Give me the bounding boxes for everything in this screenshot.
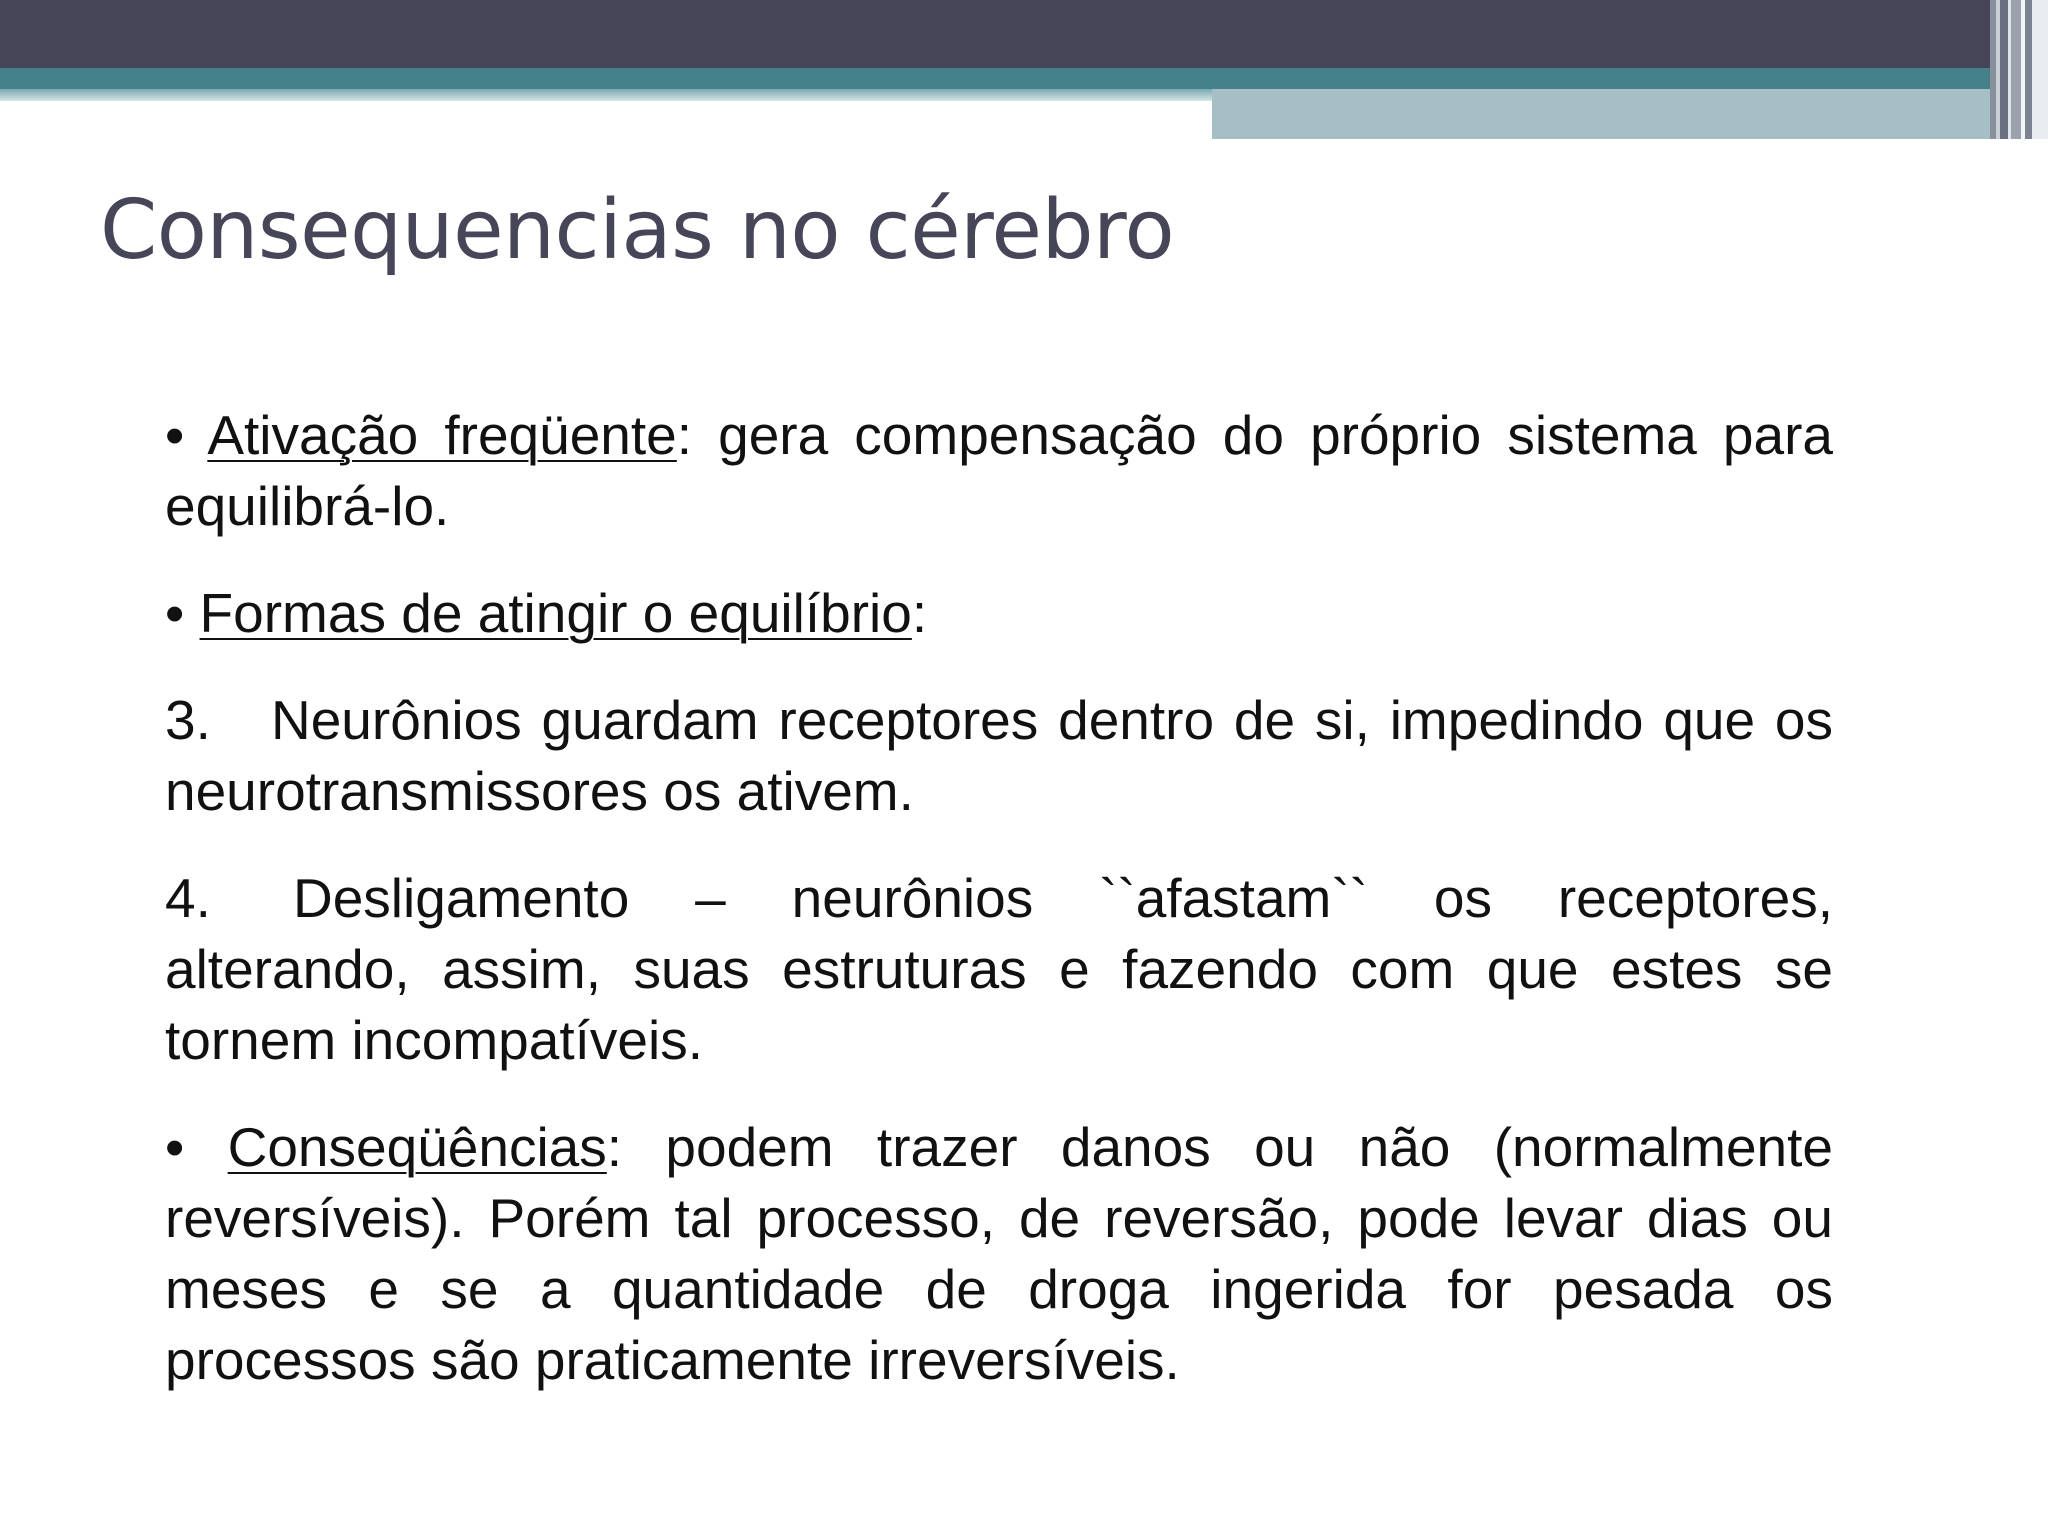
- numbered-item: [165, 863, 1833, 1076]
- item-text: Desligamento – neurônios ``afastam`` os receptores, alterando, assim, suas estruturas e fazendo com que estes se tornem incompatíveis.: [165, 867, 1833, 1071]
- slide-title: Consequencias no cérebro: [100, 183, 1175, 278]
- item-text: Neurônios guardam receptores dentro de si, impedindo que os neurotransmissores os ativem.: [165, 689, 1833, 822]
- bullet-marker: •: [165, 404, 185, 466]
- bullet-item: [165, 578, 1833, 649]
- bullet-text: :: [911, 582, 928, 644]
- item-number: 4.: [165, 867, 211, 929]
- bullet-text: : gera compensação do próprio sistema para equilibrá-lo.: [165, 404, 1834, 537]
- slide-body: [165, 400, 1833, 1432]
- bullet-lead: Ativação freqüente: [207, 404, 677, 466]
- bullet-marker: •: [165, 1116, 185, 1178]
- bullet-lead: Conseqüências: [227, 1116, 607, 1178]
- header-band-dark: [0, 0, 2048, 68]
- bullet-text: : podem trazer danos ou não (normalmente reversíveis). Porém tal processo, de reversão, pode levar dias ou meses e se a quantidade de droga ingerida for pesada os processos são praticamente irreversíveis.: [165, 1116, 1834, 1391]
- bullet-lead: Formas de atingir o equilíbrio: [199, 582, 912, 644]
- header-band-teal: [0, 68, 2048, 89]
- header-band-fade: [0, 89, 1212, 101]
- header-band-light: [1212, 89, 2048, 139]
- numbered-item: [165, 685, 1833, 827]
- header-stripes: [1990, 0, 2048, 139]
- item-number: 3.: [165, 689, 211, 751]
- bullet-item: [165, 1112, 1833, 1396]
- bullet-item: [165, 400, 1833, 542]
- bullet-marker: •: [165, 582, 185, 644]
